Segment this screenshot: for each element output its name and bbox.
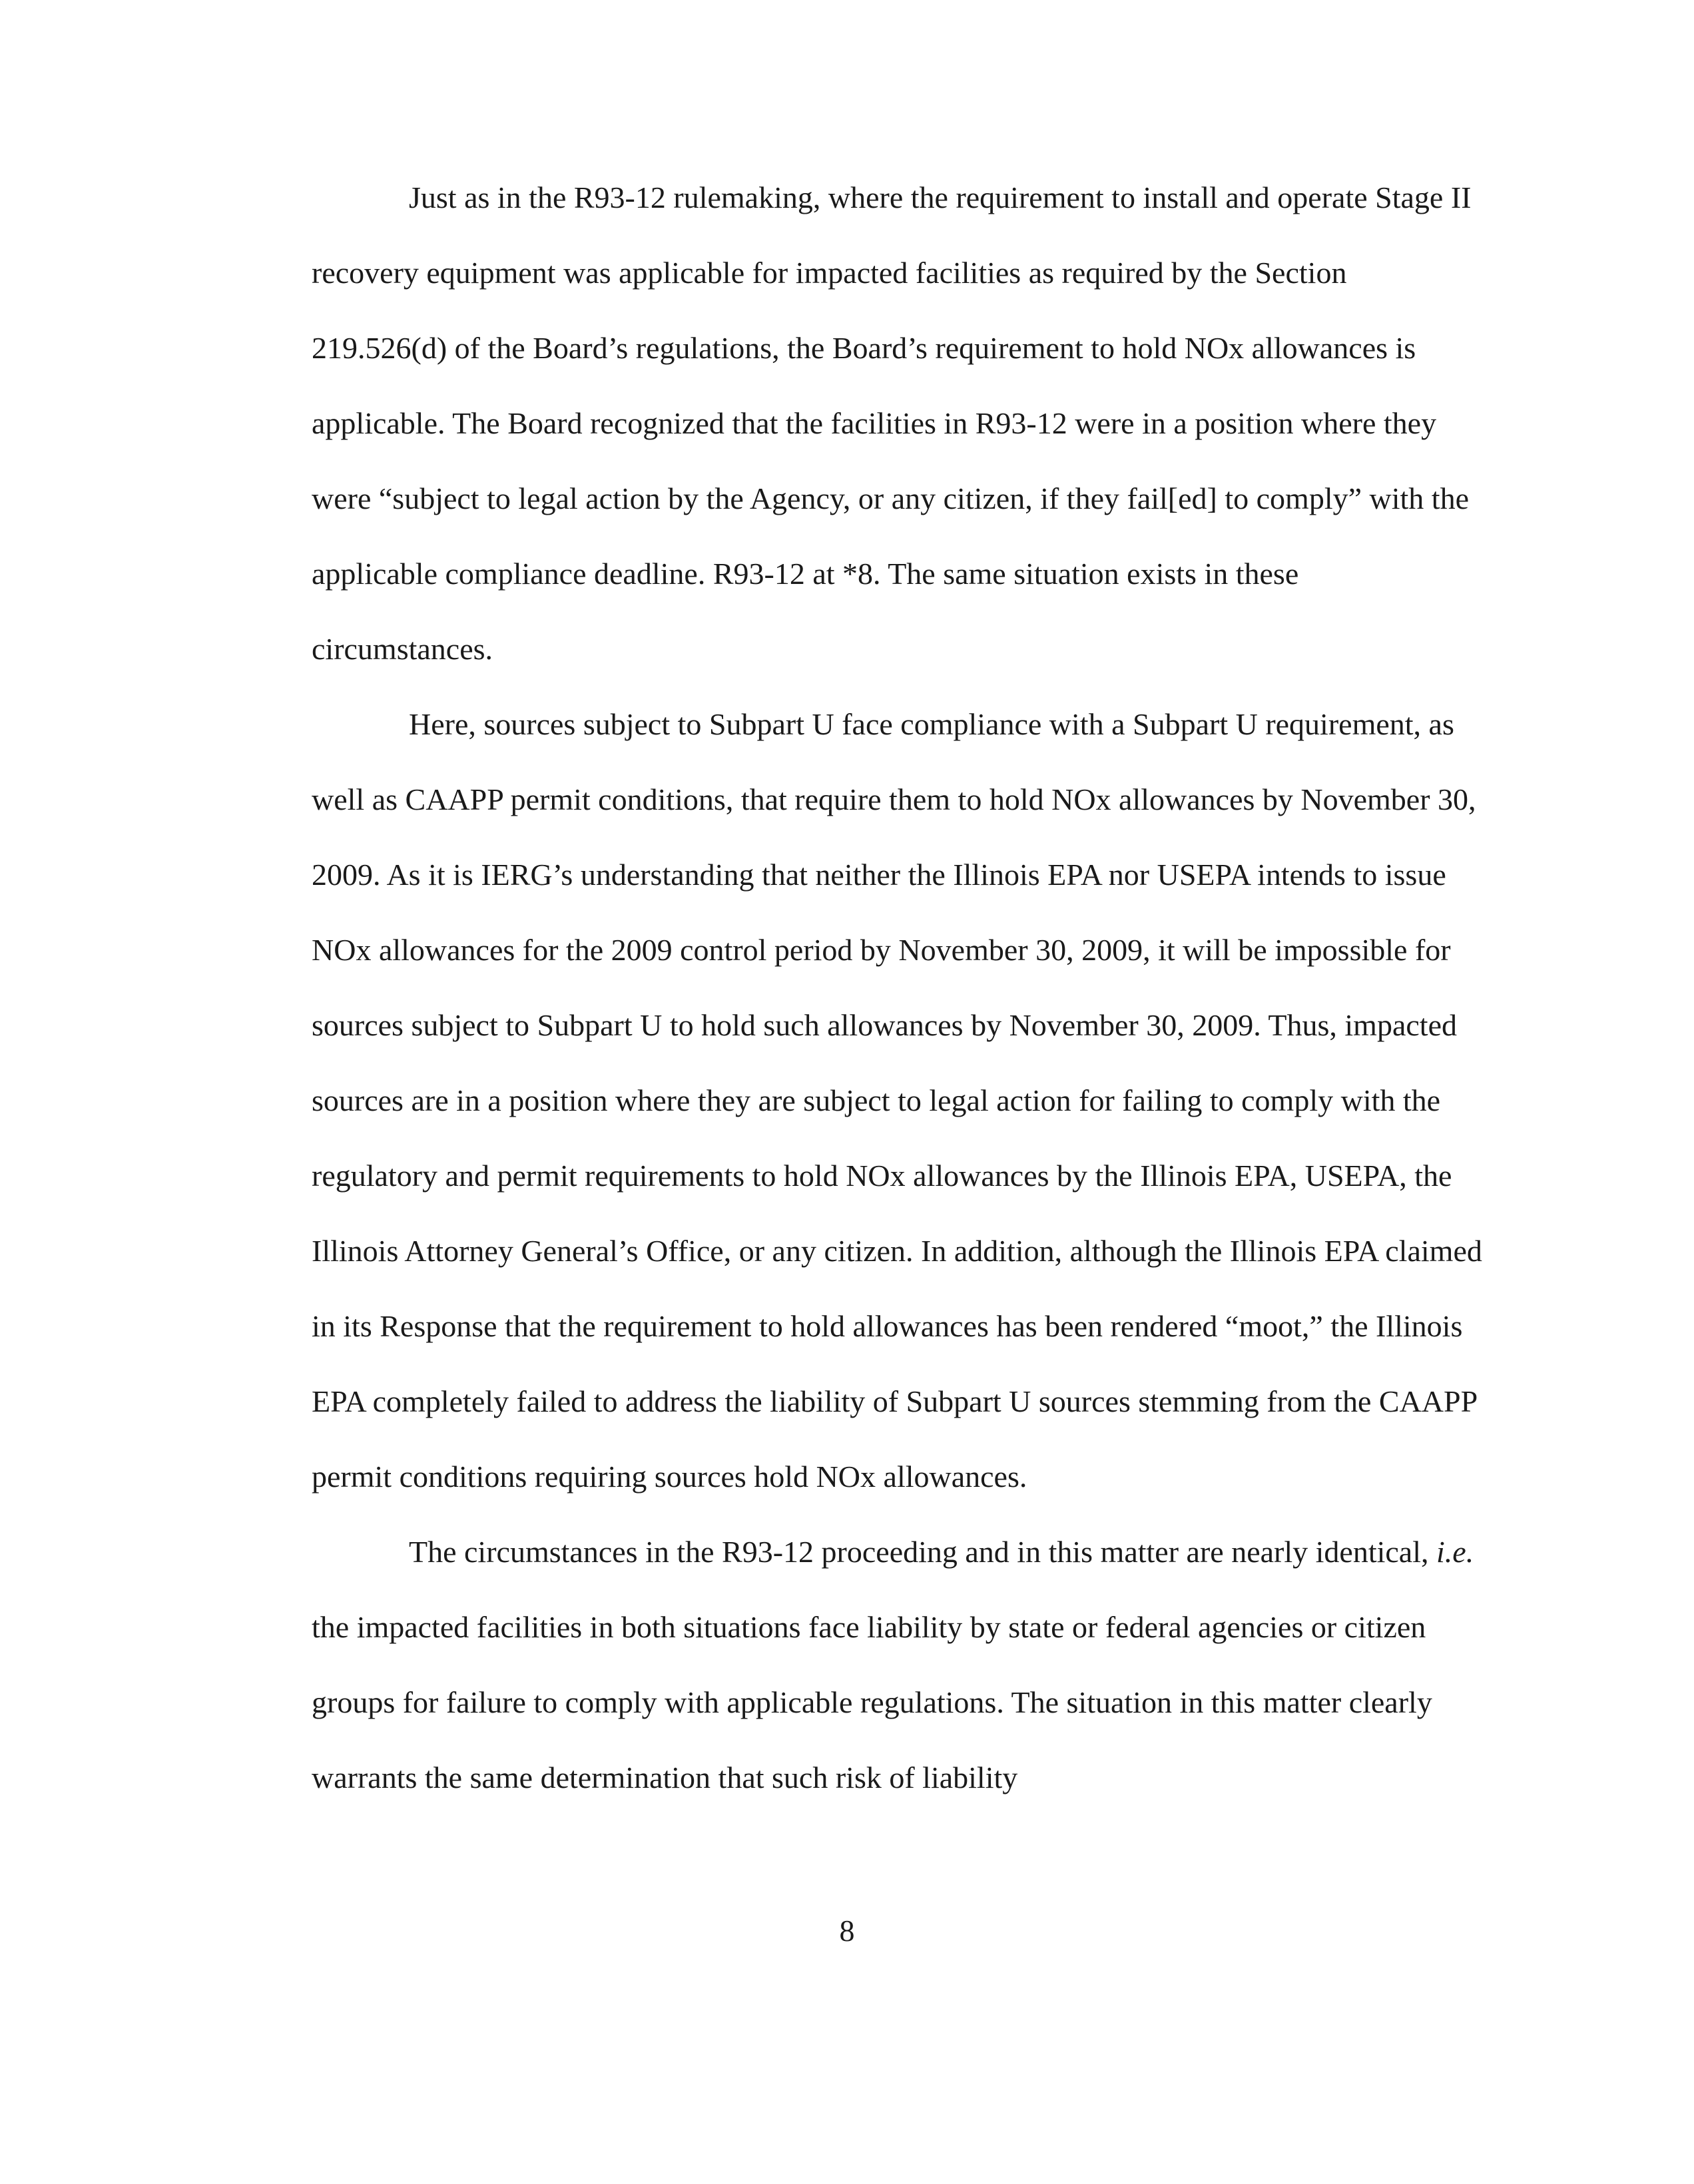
page-number: 8 bbox=[839, 1914, 855, 1948]
paragraph-1: Just as in the R93-12 rulemaking, where the requirement to install and operate Stage II recovery equipment was applicable for impacted facilities as required by the Section 219.526(d) of the Board’s regulations, the Board’s requirement to hold NOx allowances is applicable. The Board recognized that the facilities in R93-12 were in a position where they were “subject to legal action by the Agency, or any citizen, if they fail[ed] to comply” with the applicable compliance deadline. R93-12 at *8. The same situation exists in these circumstances. bbox=[312, 180, 1472, 666]
body-text bbox=[312, 160, 1484, 1815]
paragraph-2: Here, sources subject to Subpart U face compliance with a Subpart U requirement, as well as CAAPP permit conditions, that require them to hold NOx allowances by November 30, 2009. As it is IERG’s understanding that neither the Illinois EPA nor USEPA intends to issue NOx allowances for the 2009 control period by November 30, 2009, it will be impossible for sources subject to Subpart U to hold such allowances by November 30, 2009. Thus, impacted sources are in a position where they are subject to legal action for failing to comply with the regulatory and permit requirements to hold NOx allowances by the Illinois EPA, USEPA, the Illinois Attorney General’s Office, or any citizen. In addition, although the Illinois EPA claimed in its Response that the requirement to hold allowances has been rendered “moot,” the Illinois EPA completely failed to address the liability of Subpart U sources stemming from the CAAPP permit conditions requiring sources hold NOx allowances. bbox=[312, 707, 1482, 1494]
paragraph-3-start: The circumstances in the R93-12 proceeding and in this matter are nearly identical, bbox=[409, 1535, 1436, 1569]
paragraph-3-end: the impacted facilities in both situations face liability by state or federal agencies or citizen groups for failure to comply with applicable regulations. The situation in this matter clearly warrants the same determination that such risk of liability bbox=[312, 1610, 1432, 1794]
paragraph-3-italic: i.e. bbox=[1436, 1535, 1474, 1569]
paragraph-3 bbox=[312, 1514, 1484, 1815]
